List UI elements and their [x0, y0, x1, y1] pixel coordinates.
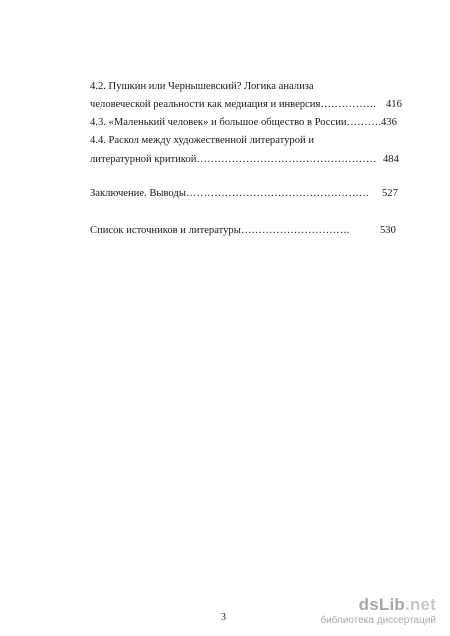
watermark-brand-tld: .net [404, 595, 436, 614]
toc-entry-4-3: 4.3. «Маленький человек» и большое общество в России………. [90, 117, 381, 128]
page-number: 3 [221, 612, 226, 623]
toc-page-conclusion: 527 [382, 188, 398, 199]
toc-entry-4-2-line2: человеческой реальности как медиация и инверсия……………. [90, 99, 376, 110]
toc-entry-conclusion: Заключение. Выводы……………………………………………. [90, 188, 369, 199]
toc-page-sources: 530 [380, 225, 396, 236]
watermark-brand-main: dsLib [358, 595, 405, 614]
toc-entry-4-4-line1: 4.4. Раскол между художественной литературой и [90, 135, 314, 146]
toc-page-4-3: 436 [381, 117, 397, 128]
watermark-subtitle: библиотека диссертаций [320, 615, 436, 626]
toc-entry-4-4-line2: литературной критикой…………………………………………… [90, 154, 377, 165]
toc-page-4-2: 416 [386, 99, 402, 110]
dslib-watermark [320, 596, 438, 626]
toc-entry-4-2-line1: 4.2. Пушкин или Чернышевский? Логика анализа [90, 81, 314, 92]
toc-entry-sources: Список источников и литературы…………………………. [90, 225, 350, 236]
toc-page-4-4: 484 [383, 154, 399, 165]
watermark-brand [359, 596, 436, 614]
